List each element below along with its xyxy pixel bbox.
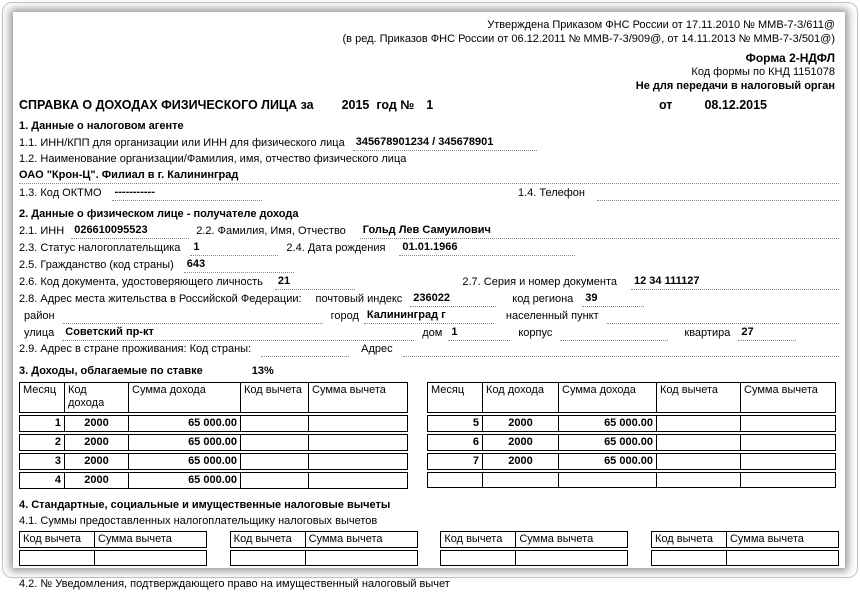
field-taxpayer-status: 1 bbox=[190, 240, 278, 256]
label-street: улица bbox=[24, 327, 55, 339]
table-header-cell: Сумма вычета bbox=[726, 532, 838, 547]
table-cell bbox=[308, 416, 407, 431]
table-cell: 4 bbox=[54, 474, 61, 486]
table-cell bbox=[20, 551, 94, 565]
table-cell: 5 bbox=[472, 417, 479, 429]
table-cell: 2 bbox=[54, 436, 61, 448]
table-cell: 3 bbox=[54, 455, 61, 467]
row-district-city bbox=[19, 308, 839, 324]
table-cell: 2000 bbox=[482, 435, 558, 450]
field-settlement bbox=[607, 311, 839, 324]
table-cell bbox=[656, 416, 740, 431]
table-cell: 2000 bbox=[64, 416, 128, 431]
table-cell: 65 000.00 bbox=[128, 473, 240, 488]
field-doc-number: 12 34 111127 bbox=[631, 274, 839, 290]
section1-heading: 1. Данные о налоговом агенте bbox=[19, 120, 184, 132]
income-tables bbox=[19, 382, 839, 491]
table-cell: 2000 bbox=[64, 454, 128, 469]
table-header-cell: Код вычета bbox=[23, 533, 82, 545]
table-cell bbox=[740, 416, 835, 431]
table-header-cell: Код вычета bbox=[233, 533, 292, 545]
table-cell: 6 bbox=[472, 436, 479, 448]
label-settlement: населенный пункт bbox=[505, 310, 599, 322]
document-title-row bbox=[19, 98, 839, 112]
label-inn-kpp: 1.1. ИНН/КПП для организации или ИНН для физического лица bbox=[19, 137, 345, 149]
table-cell: 65 000.00 bbox=[128, 416, 240, 431]
table-row bbox=[19, 453, 408, 470]
table-cell bbox=[240, 416, 308, 431]
table-cell bbox=[740, 473, 835, 487]
table-header-cell: Код вычета bbox=[654, 533, 713, 545]
label-fio: 2.2. Фамилия, Имя, Отчество bbox=[196, 225, 346, 237]
form-name: Форма 2-НДФЛ bbox=[745, 51, 835, 65]
field-birth-date: 01.01.1966 bbox=[399, 240, 575, 256]
table-header-row bbox=[19, 382, 408, 413]
table-cell bbox=[726, 551, 838, 565]
field-inn-kpp: 345678901234 / 345678901 bbox=[353, 135, 537, 151]
row-2-1 bbox=[19, 223, 839, 239]
table-header-row bbox=[651, 531, 839, 548]
table-row bbox=[651, 550, 839, 566]
row-street-house bbox=[19, 325, 839, 341]
field-phone bbox=[597, 188, 839, 201]
table-cell bbox=[231, 551, 305, 565]
field-org-name: ОАО "Крон-Ц". Филиал в г. Калининград bbox=[19, 168, 839, 184]
row-2-6 bbox=[19, 274, 839, 290]
label-oktmo: 1.3. Код ОКТМО bbox=[19, 187, 102, 199]
table-header-cell: Месяц bbox=[23, 384, 57, 396]
field-street: Советский пр-кт bbox=[62, 325, 414, 341]
section3-heading: 3. Доходы, облагаемые по ставке bbox=[19, 365, 203, 377]
table-cell: 2000 bbox=[64, 435, 128, 450]
table-cell bbox=[482, 473, 558, 487]
document-page bbox=[13, 12, 845, 590]
label-apartment: квартира bbox=[684, 327, 731, 339]
table-cell bbox=[305, 551, 417, 565]
label-foreign-address-word: Адрес bbox=[361, 343, 393, 355]
title-date: 08.12.2015 bbox=[704, 98, 767, 112]
label-region-code: код региона bbox=[512, 293, 574, 305]
field-citizenship: 643 bbox=[184, 257, 294, 273]
field-postcode: 236022 bbox=[410, 291, 496, 307]
table-cell bbox=[740, 454, 835, 469]
table-header-cell: Сумма вычета bbox=[308, 383, 407, 412]
table-row bbox=[427, 415, 836, 432]
label-city: город bbox=[330, 310, 359, 322]
label-org-name: 1.2. Наименование организации/Фамилия, имя, отчество физического лица bbox=[19, 153, 407, 165]
label-4-2: 4.2. № Уведомления, подтверждающего право на имущественный налоговый вычет bbox=[19, 578, 450, 590]
table-header-cell: Код дохода bbox=[64, 383, 128, 412]
table-cell: 7 bbox=[472, 455, 479, 467]
table-row bbox=[427, 434, 836, 451]
title-number: 1 bbox=[426, 98, 434, 112]
income-table-months-5-7 bbox=[427, 382, 836, 491]
field-fio: Гольд Лев Самуилович bbox=[360, 223, 839, 239]
table-header-cell: Сумма дохода bbox=[558, 383, 656, 412]
section4-heading: 4. Стандартные, социальные и имущественные налоговые вычеты bbox=[19, 499, 391, 511]
table-cell bbox=[740, 435, 835, 450]
table-header-row bbox=[440, 531, 628, 548]
table-cell bbox=[308, 473, 407, 488]
table-header-row bbox=[427, 382, 836, 413]
label-4-1: 4.1. Суммы предоставленных налогоплательщику налоговых вычетов bbox=[19, 515, 378, 527]
table-cell bbox=[240, 473, 308, 488]
table-cell bbox=[308, 435, 407, 450]
table-row bbox=[427, 472, 836, 488]
table-cell: 65 000.00 bbox=[558, 435, 656, 450]
field-house: 1 bbox=[448, 325, 510, 341]
deduction-table-1 bbox=[19, 531, 207, 568]
table-row bbox=[230, 550, 418, 566]
not-for-transfer-note: Не для передачи в налоговый орган bbox=[635, 80, 835, 92]
table-row bbox=[19, 415, 408, 432]
deduction-table-4 bbox=[651, 531, 839, 568]
table-cell bbox=[94, 551, 206, 565]
approval-line-2: (в ред. Приказов ФНС России от 06.12.2011 № ММВ-7-3/909@, от 14.11.2013 № ММВ-7-3/501@) bbox=[342, 33, 835, 45]
label-district: район bbox=[24, 310, 55, 322]
table-cell: 65 000.00 bbox=[128, 454, 240, 469]
field-doc-code: 21 bbox=[275, 274, 355, 290]
table-cell bbox=[441, 551, 515, 565]
table-cell: 65 000.00 bbox=[558, 454, 656, 469]
row-2-8 bbox=[19, 291, 839, 307]
field-person-inn: 026610095523 bbox=[71, 223, 189, 239]
table-row bbox=[19, 472, 408, 489]
table-cell bbox=[656, 473, 740, 487]
field-foreign-address bbox=[403, 344, 839, 357]
row-1-2-value bbox=[19, 168, 839, 184]
table-cell: 2000 bbox=[64, 473, 128, 488]
title-year-suffix: год № bbox=[376, 98, 415, 112]
label-citizenship: 2.5. Гражданство (код страны) bbox=[19, 259, 174, 271]
label-house: дом bbox=[422, 327, 443, 339]
table-cell: 1 bbox=[54, 417, 61, 429]
table-header-cell: Месяц bbox=[431, 384, 465, 396]
table-header-cell: Код вычета bbox=[656, 383, 740, 412]
table-header-cell: Код вычета bbox=[444, 533, 503, 545]
row-2-5 bbox=[19, 257, 839, 273]
label-birth-date: 2.4. Дата рождения bbox=[286, 242, 386, 254]
table-header-cell: Сумма вычета bbox=[94, 532, 206, 547]
document-title: СПРАВКА О ДОХОДАХ ФИЗИЧЕСКОГО ЛИЦА за bbox=[19, 98, 314, 112]
row-1-2-label bbox=[19, 152, 839, 167]
table-cell bbox=[558, 473, 656, 487]
table-row bbox=[440, 550, 628, 566]
section3-heading-row bbox=[19, 364, 839, 379]
label-doc-code: 2.6. Код документа, удостоверяющего личность bbox=[19, 276, 263, 288]
label-address-rf: 2.8. Адрес места жительства в Российской Федерации: bbox=[19, 293, 302, 305]
row-1-1 bbox=[19, 135, 839, 151]
table-header-cell: Код дохода bbox=[482, 383, 558, 412]
table-cell bbox=[240, 454, 308, 469]
field-oktmo: ----------- bbox=[112, 185, 262, 201]
table-cell: 65 000.00 bbox=[128, 435, 240, 450]
field-apartment: 27 bbox=[738, 325, 796, 341]
field-building bbox=[560, 328, 668, 341]
field-foreign-country bbox=[261, 344, 349, 357]
table-cell: 65 000.00 bbox=[558, 416, 656, 431]
table-header-cell: Сумма вычета bbox=[515, 532, 627, 547]
table-header-cell: Сумма дохода bbox=[128, 383, 240, 412]
deduction-tables bbox=[19, 531, 839, 568]
table-row bbox=[427, 453, 836, 470]
table-cell bbox=[240, 435, 308, 450]
deduction-table-3 bbox=[440, 531, 628, 568]
label-foreign-address: 2.9. Адрес в стране проживания: Код страны: bbox=[19, 343, 252, 355]
label-postcode: почтовый индекс bbox=[315, 293, 403, 305]
row-2-9 bbox=[19, 342, 839, 357]
label-phone: 1.4. Телефон bbox=[517, 187, 585, 199]
label-doc-number: 2.7. Серия и номер документа bbox=[462, 276, 617, 288]
income-table-months-1-4 bbox=[19, 382, 408, 491]
row-4-1-label bbox=[19, 514, 839, 529]
table-row bbox=[19, 550, 207, 566]
table-header-cell: Код вычета bbox=[240, 383, 308, 412]
table-header-row bbox=[230, 531, 418, 548]
approval-line-1: Утверждена Приказом ФНС России от 17.11.2010 № ММВ-7-3/611@ bbox=[487, 19, 835, 31]
table-cell bbox=[428, 473, 482, 487]
field-city: Калининград г bbox=[364, 308, 494, 324]
table-header-cell: Сумма вычета bbox=[740, 383, 835, 412]
form-header bbox=[19, 18, 839, 93]
label-building: корпус bbox=[518, 327, 553, 339]
field-region-code: 39 bbox=[582, 291, 644, 307]
table-cell: 2000 bbox=[482, 454, 558, 469]
row-1-3 bbox=[19, 185, 839, 201]
deduction-table-2 bbox=[230, 531, 418, 568]
table-cell bbox=[656, 435, 740, 450]
field-district bbox=[63, 311, 323, 324]
row-2-3 bbox=[19, 240, 839, 256]
title-year: 2015 bbox=[341, 98, 370, 112]
table-cell bbox=[515, 551, 627, 565]
table-cell bbox=[656, 454, 740, 469]
table-header-row bbox=[19, 531, 207, 548]
form-code: Код формы по КНД 1151078 bbox=[691, 66, 835, 78]
label-taxpayer-status: 2.3. Статус налогоплательщика bbox=[19, 242, 181, 254]
table-cell: 2000 bbox=[482, 416, 558, 431]
table-row bbox=[19, 434, 408, 451]
table-header-cell: Сумма вычета bbox=[305, 532, 417, 547]
table-cell bbox=[652, 551, 726, 565]
table-cell bbox=[308, 454, 407, 469]
title-from-label: от bbox=[658, 98, 673, 112]
section2-heading: 2. Данные о физическом лице - получателе дохода bbox=[19, 208, 299, 220]
label-person-inn: 2.1. ИНН bbox=[19, 225, 65, 237]
tax-rate: 13% bbox=[251, 365, 274, 377]
